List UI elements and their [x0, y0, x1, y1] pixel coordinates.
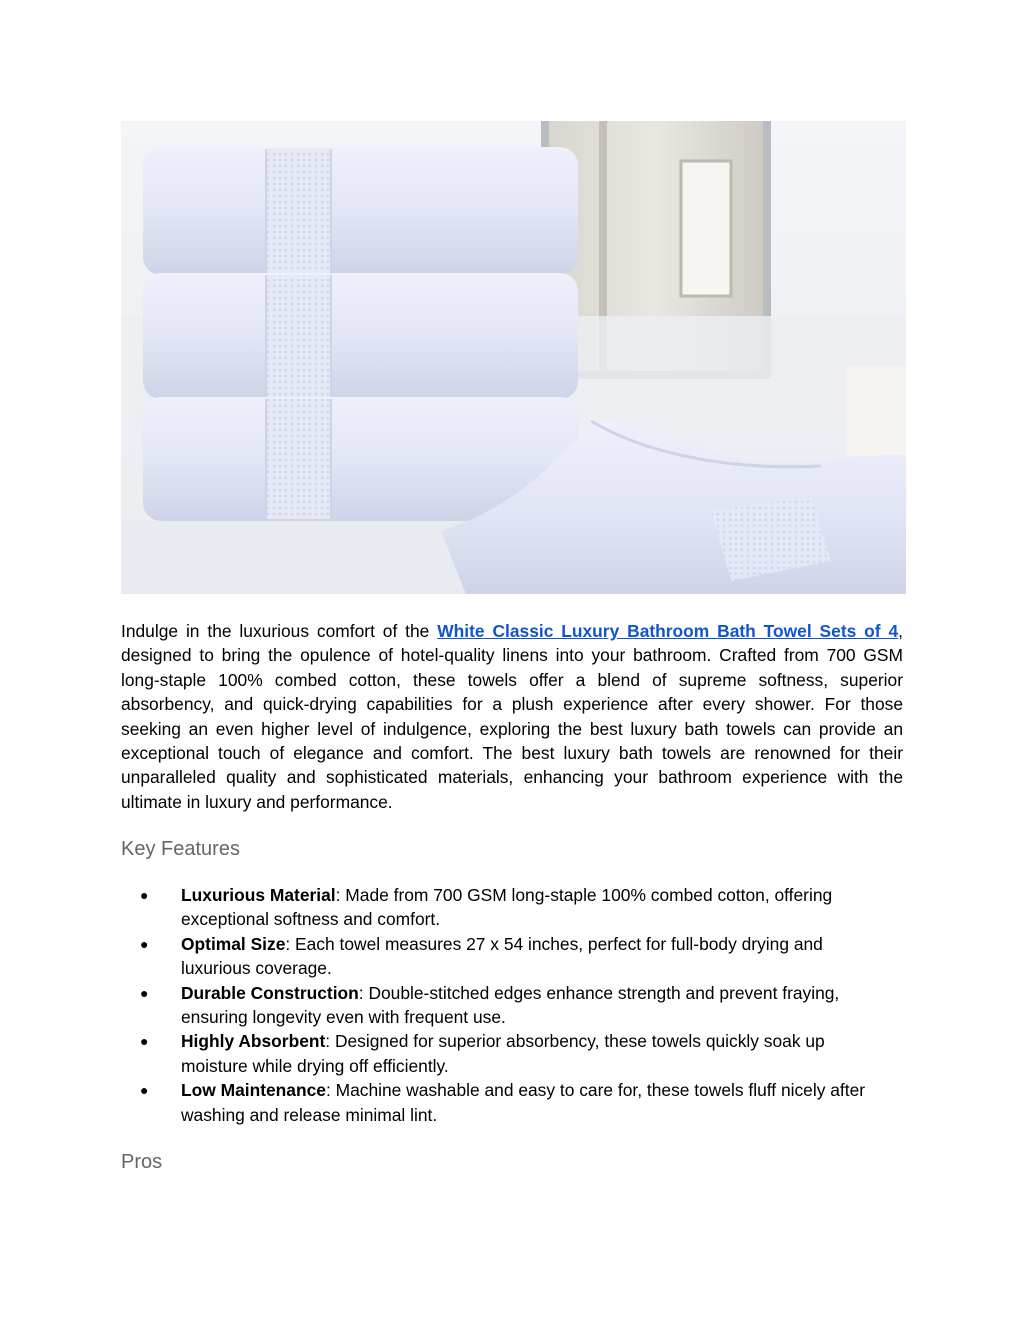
key-features-heading: Key Features	[121, 838, 240, 860]
feature-title: Highly Absorbent	[181, 1031, 326, 1052]
feature-text: : Made from 700 GSM long-staple 100% combed cotton, offering exceptional softness and comfort.	[181, 885, 833, 930]
list-item	[121, 1029, 881, 1078]
feature-text: : Machine washable and easy to care for, these towels fluff nicely after washing and release minimal lint.	[181, 1080, 866, 1125]
bullet-icon: ●	[140, 1033, 149, 1050]
intro-text-start: Indulge in the luxurious comfort of the	[121, 621, 438, 641]
feature-text: : Each towel measures 27 x 54 inches, perfect for full-body drying and luxurious coverage.	[181, 933, 823, 979]
list-item	[121, 1078, 881, 1127]
bullet-icon: ●	[140, 887, 149, 903]
feature-text: : Designed for superior absorbency, these towels quickly soak up moisture while drying off efficiently.	[181, 1031, 825, 1076]
feature-text: : Double-stitched edges enhance strength and prevent fraying, ensuring longevity even with frequent use.	[181, 982, 840, 1028]
bullet-icon: ●	[140, 1082, 149, 1099]
intro-text-rest: , designed to bring the opulence of hotel-quality linens into your bathroom. Crafted from 700 GSM long-staple 100% combed cotton, these towels offer a blend of supreme softness, superior absorbency, and quick-drying capabilities for a plush experience after every shower. For those seeking an even higher level of indulgence, exploring the best luxury bath towels can provide an exceptional touch of elegance and comfort. The best luxury bath towels are renowned for their unparalleled quality and sophisticated materials, enhancing your bathroom experience with the ultimate in luxury and performance.	[121, 621, 903, 812]
pros-heading: Pros	[121, 1151, 163, 1173]
key-features-list	[121, 883, 921, 1127]
product-hero-image	[121, 121, 906, 594]
feature-title: Optimal Size	[181, 933, 286, 954]
intro-paragraph	[121, 619, 903, 814]
list-item	[121, 932, 881, 981]
list-item	[121, 981, 881, 1030]
product-link[interactable]: White Classic Luxury Bathroom Bath Towel Sets of 4	[437, 621, 899, 641]
feature-title: Luxurious Material	[181, 885, 336, 905]
feature-title: Low Maintenance	[181, 1080, 326, 1101]
list-item	[121, 883, 881, 932]
bullet-icon: ●	[140, 935, 149, 952]
bullet-icon: ●	[140, 984, 149, 1001]
feature-title: Durable Construction	[181, 982, 359, 1003]
